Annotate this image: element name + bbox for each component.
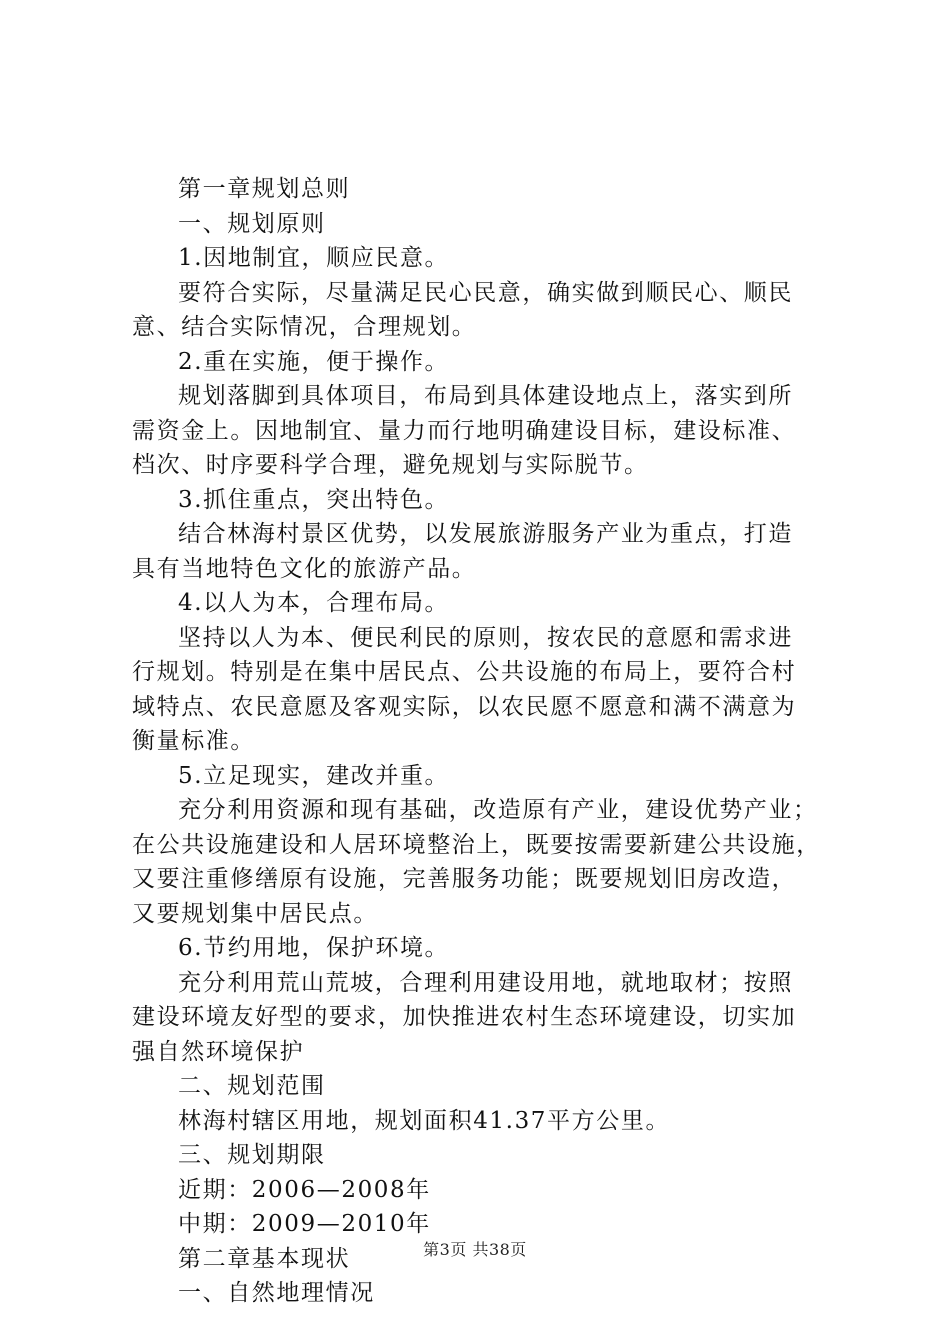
text-line: 一、自然地理情况 [178,1280,375,1306]
text-line: 充分利用资源和现有基础，改造原有产业，建设优势产业； [178,797,818,823]
text-line: 中期：2009—2010年 [178,1211,431,1237]
text-line: 第二章基本现状 [178,1245,351,1272]
text-line: 一、规划原则 [178,210,326,237]
text-line: 5.立足现实，建改并重。 [178,762,450,789]
text-line: 林海村辖区用地，规划面积41.37平方公里。 [178,1107,671,1134]
text-line: 具有当地特色文化的旅游产品。 [132,555,477,582]
text-line: 二、规划范围 [178,1073,326,1099]
text-line: 三、规划期限 [178,1142,326,1168]
text-line: 需资金上。因地制宜、量力而行地明确建设目标，建设标准、 [132,417,797,444]
text-line: 域特点、农民意愿及客观实际，以农民愿不愿意和满不满意为 [132,693,797,720]
text-line: 1.因地制宜，顺应民意。 [178,245,450,271]
text-line: 结合林海村景区优势，以发展旅游服务产业为重点，打造 [178,521,793,547]
document-body [132,172,832,1311]
text-line: 规划落脚到具体项目，布局到具体建设地点上，落实到所 [178,383,793,409]
text-line: 强自然环境保护 [132,1038,305,1065]
text-line: 4.以人为本，合理布局。 [178,590,450,616]
text-line: 又要注重修缮原有设施，完善服务功能；既要规划旧房改造， [132,866,797,892]
text-line: 档次、时序要科学合理，避免规划与实际脱节。 [132,452,649,478]
text-line: 充分利用荒山荒坡，合理利用建设用地，就地取材；按照 [178,969,793,996]
text-line: 又要规划集中居民点。 [132,900,378,927]
text-line: 建设环境友好型的要求，加快推进农村生态环境建设，切实加 [132,1004,797,1030]
text-line: 第一章规划总则 [178,176,351,202]
text-line: 在公共设施建设和人居环境整治上，既要按需要新建公共设施， [132,831,821,858]
text-line: 3.抓住重点，突出特色。 [178,486,450,513]
text-line: 衡量标准。 [132,728,255,754]
text-line: 近期：2006—2008年 [178,1176,431,1203]
text-line: 6.节约用地，保护环境。 [178,935,450,961]
text-line: 意、结合实际情况，合理规划。 [132,314,477,340]
page-footer: 第3页 共38页 [423,1240,527,1259]
text-line: 行规划。特别是在集中居民点、公共设施的布局上，要符合村 [132,659,797,685]
text-line: 要符合实际，尽量满足民心民意，确实做到顺民心、顺民 [178,279,793,306]
text-line: 坚持以人为本、便民利民的原则，按农民的意愿和需求进 [178,624,793,651]
text-line: 2.重在实施，便于操作。 [178,348,450,375]
